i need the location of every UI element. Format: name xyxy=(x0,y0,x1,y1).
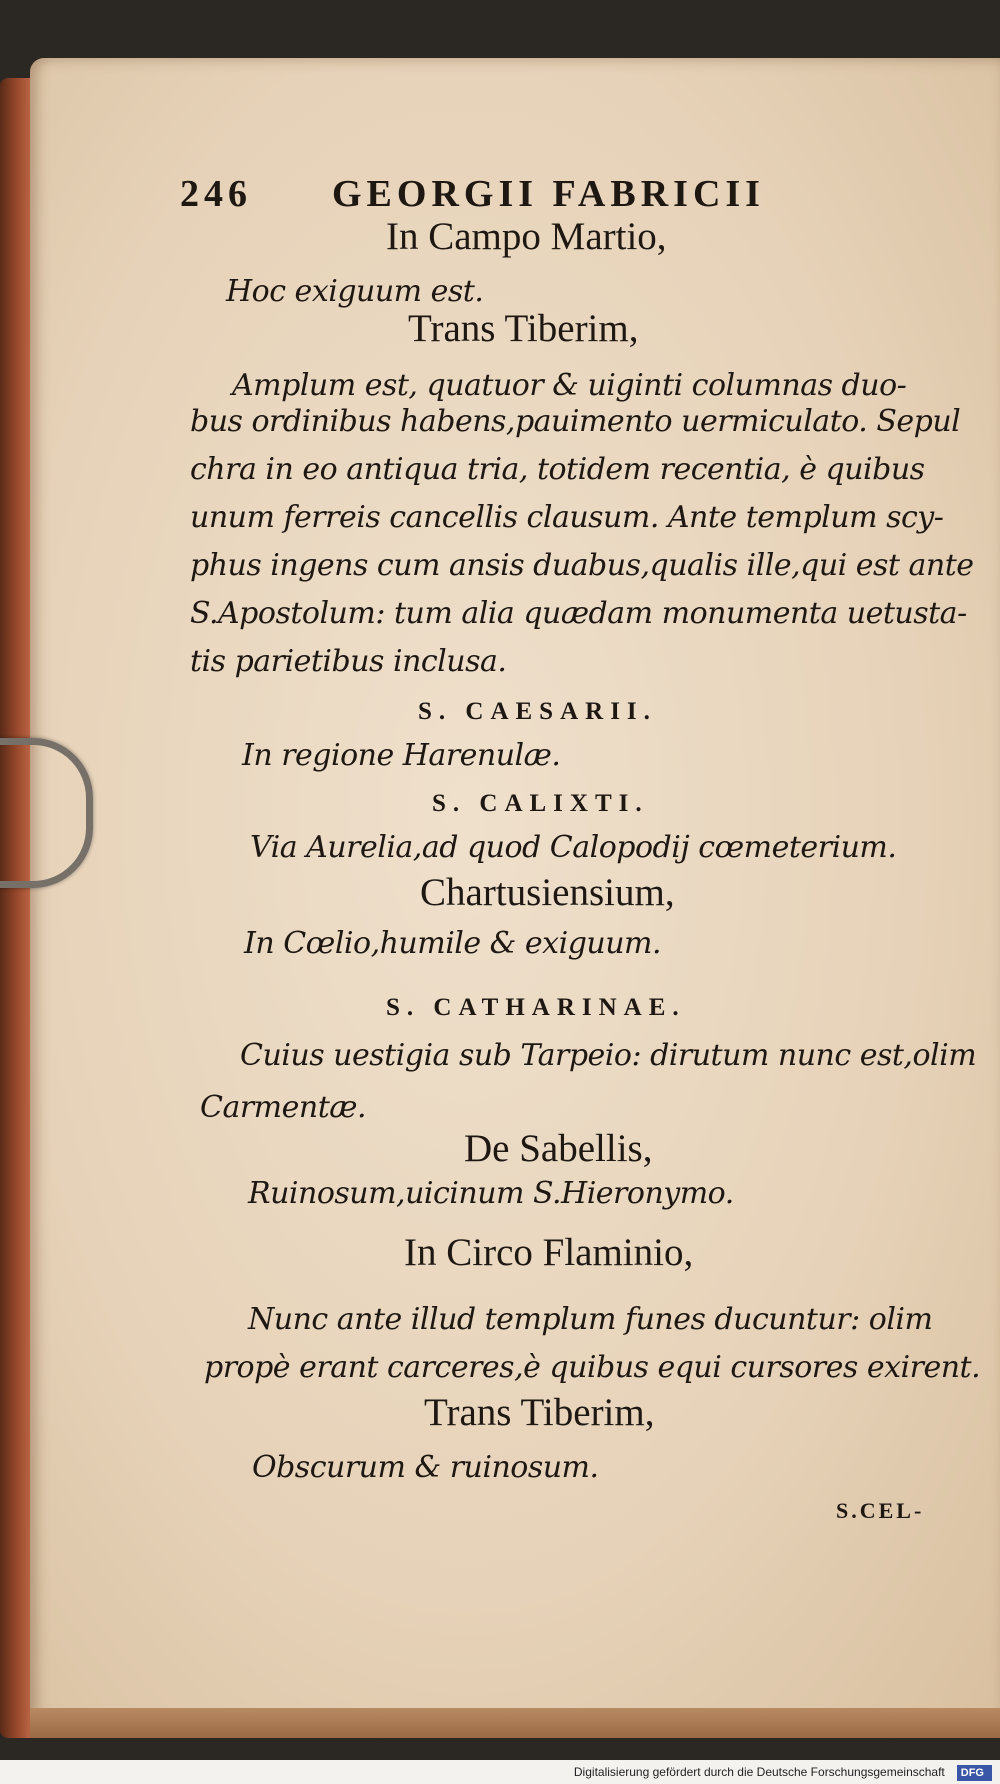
text-line: Ruinosum,uicinum S.Hieronymo. xyxy=(248,1176,734,1211)
text-line: Cuius uestigia sub Tarpeio: dirutum nunc est,olim xyxy=(240,1038,977,1073)
text-line: In regione Harenulæ. xyxy=(242,738,561,773)
dfg-logo-icon: DFG xyxy=(957,1765,992,1781)
text-line: Obscurum & ruinosum. xyxy=(252,1450,599,1485)
clip-icon xyxy=(0,738,93,888)
section-heading: S. CATHARINAE. xyxy=(386,994,686,1021)
text-line: Carmentæ. xyxy=(200,1090,366,1125)
text-line: Chartusiensium, xyxy=(420,871,675,914)
running-title: GEORGII FABRICII xyxy=(332,173,765,215)
text-line: Hoc exiguum est. xyxy=(226,274,484,309)
catchword: S.CEL- xyxy=(836,1498,925,1523)
text-line: Amplum est, quatuor & uiginti columnas duo- xyxy=(232,368,907,403)
text-line: S.Apostolum: tum alia quædam monumenta uetusta- xyxy=(190,596,967,631)
text-line: De Sabellis, xyxy=(464,1127,653,1170)
text-line: In Circo Flaminio, xyxy=(404,1231,694,1274)
text-line: phus ingens cum ansis duabus,qualis ille,qui est ante xyxy=(190,548,974,583)
text-line: Via Aurelia,ad quod Calopodij cœmeterium. xyxy=(250,830,897,865)
section-heading: S. CALIXTI. xyxy=(432,790,649,817)
page-number: 246 xyxy=(180,173,252,215)
text-line: propè erant carceres,è quibus equi cursores exirent. xyxy=(204,1350,981,1385)
text-line: Trans Tiberim, xyxy=(424,1391,655,1434)
text-line: Trans Tiberim, xyxy=(408,307,639,350)
page-bottom-edge xyxy=(30,1708,1000,1738)
text-line: Nunc ante illud templum funes ducuntur: olim xyxy=(248,1302,933,1337)
section-heading: S. CAESARII. xyxy=(418,698,657,725)
footer-bar xyxy=(0,1760,1000,1784)
text-line: unum ferreis cancellis clausum. Ante templum scy- xyxy=(190,500,944,535)
text-line: In Cœlio,humile & exiguum. xyxy=(244,926,662,961)
text-line: tis parietibus inclusa. xyxy=(190,644,507,679)
text-line: chra in eo antiqua tria, totidem recentia, è quibus xyxy=(190,452,925,487)
text-line: In Campo Martio, xyxy=(386,215,667,258)
footer-text: Digitalisierung gefördert durch die Deutsche Forschungsgemeinschaft xyxy=(573,1765,945,1779)
text-line: bus ordinibus habens,pauimento uermiculato. Sepul xyxy=(190,404,961,439)
